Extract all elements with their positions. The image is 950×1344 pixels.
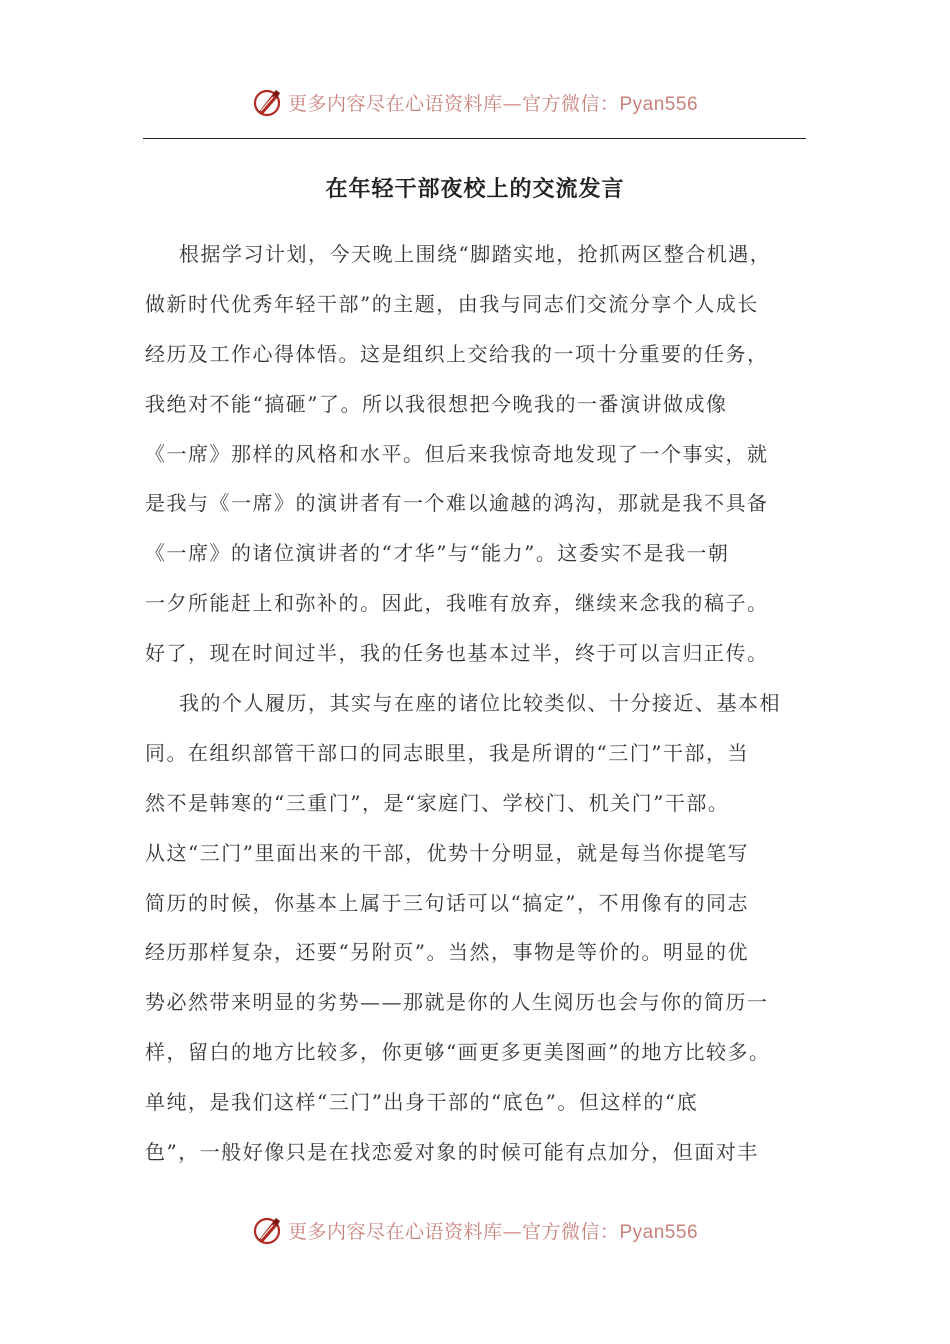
banner-slogan-text: 更多内容尽在心语资料库—官方微信： [287,1220,620,1243]
paragraph-2-line: 从这“三门”里面出来的干部，优势十分明显，就是每当你提笔写 [145,840,749,865]
banner-slogan-text: 更多内容尽在心语资料库—官方微信： [287,92,620,115]
wechat-handle: Pyan556 [619,93,699,115]
paragraph-1-line: 根据学习计划，今天晚上围绕“脚踏实地，抢抓两区整合机遇， [179,242,772,266]
paragraph-1-line: 一夕所能赶上和弥补的。因此，我唯有放弃，继续来念我的稿子。 [145,591,769,616]
paragraph-2-line: 样，留白的地方比较多，你更够“画更多更美图画”的地方比较多。 [145,1040,771,1065]
paragraph-2-line: 单纯，是我们这样“三门”出身干部的“底色”。但这样的“底 [145,1090,699,1115]
header-banner [0,84,950,120]
banner-slogan [288,1217,698,1244]
fountain-pen-logo-icon [252,1214,284,1246]
paragraph-2-line: 简历的时候，你基本上属于三句话可以“搞定”，不用像有的同志 [145,890,749,915]
paragraph-2-line: 我的个人履历，其实与在座的诸位比较类似、十分接近、基本相 [179,691,781,716]
paragraph-1-line: 《一席》那样的风格和水平。但后来我惊奇地发现了一个事实，就 [145,441,769,466]
footer-banner [0,1212,950,1248]
paragraph-1-line: 是我与《一席》的演讲者有一个难以逾越的鸿沟，那就是我不具备 [145,491,769,516]
wechat-handle: Pyan556 [619,1221,699,1243]
paragraph-2-line: 经历那样复杂，还要“另附页”。当然，事物是等价的。明显的优 [145,940,749,965]
paragraph-1-line: 好了，现在时间过半，我的任务也基本过半，终于可以言归正传。 [145,641,769,666]
paragraph-2-line: 然不是韩寒的“三重门”，是“家庭门、学校门、机关门”干部。 [145,790,730,815]
document-body [145,230,810,1178]
paragraph-2-line: 同。在组织部管干部口的同志眼里，我是所谓的“三门”干部，当 [145,740,749,765]
document-title: 在年轻干部夜校上的交流发言 [325,176,625,202]
paragraph-1-line: 我绝对不能“搞砸”了。所以我很想把今晚我的一番演讲做成像 [145,391,728,416]
header-divider [143,138,806,139]
paragraph-2-line: 色”，一般好像只是在找恋爱对象的时候可能有点加分，但面对丰 [145,1140,759,1165]
paragraph-2-line: 势必然带来明显的劣势——那就是你的人生阅历也会与你的简历一 [145,990,769,1015]
paragraph-1-line: 《一席》的诸位演讲者的“才华”与“能力”。这委实不是我一朝 [145,541,730,566]
paragraph-1-line: 经历及工作心得体悟。这是组织上交给我的一项十分重要的任务， [145,341,769,366]
paragraph-1-line: 做新时代优秀年轻干部”的主题，由我与同志们交流分享个人成长 [145,291,759,316]
fountain-pen-logo-icon [252,86,284,118]
banner-slogan [288,89,698,116]
